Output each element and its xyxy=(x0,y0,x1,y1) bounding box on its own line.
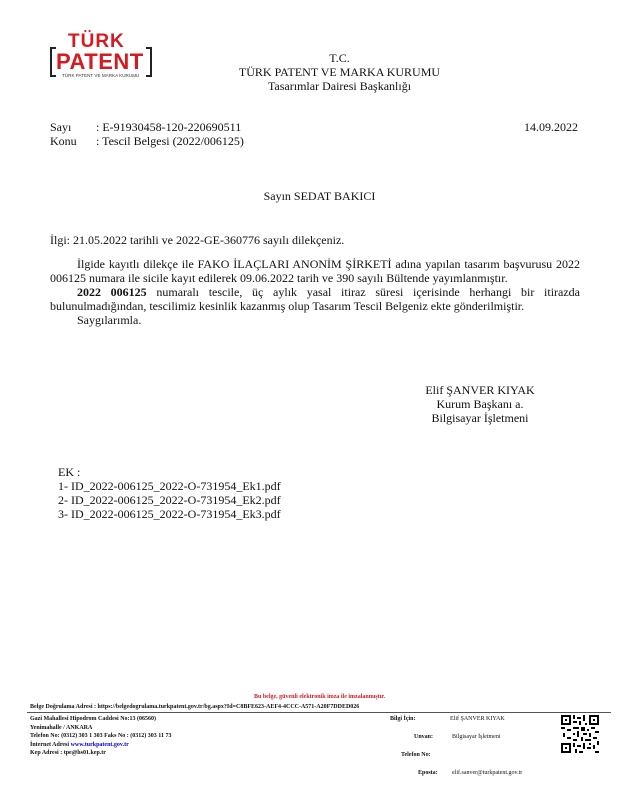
attachment-item: 2- ID_2022-006125_2022-O-731954_Ek2.pdf xyxy=(58,493,281,507)
closing: Saygılarımla. xyxy=(77,313,142,327)
header-institution: TÜRK PATENT VE MARKA KURUMU xyxy=(238,65,441,79)
header-department: Tasarımlar Dairesi Başkanlığı xyxy=(267,79,412,93)
qr-code xyxy=(561,715,599,753)
konu-label: Konu xyxy=(50,134,77,148)
verification-url[interactable]: Belge Doğrulama Adresi : https://belgedogrulama.turkpatent.gov.tr/bg.aspx?Id=C8BFE623-AEF4-4CCC-A571-A20F7DDED026 xyxy=(30,704,360,710)
document-meta xyxy=(50,120,244,148)
footer-address-1: Gazi Mahallesi Hipodrom Caddesi No:13 (06560) xyxy=(30,716,157,722)
eposta-label: Eposta: xyxy=(418,770,438,776)
attachments-label: EK : xyxy=(58,465,81,479)
reference-line: İlgi: 21.05.2022 tarihli ve 2022-GE-360776 sayılı dilekçeniz. xyxy=(50,233,345,247)
info-value: Elif ŞANVER KIYAK xyxy=(450,716,505,722)
body-paragraph-2-text: numaralı tescile, üç aylık yasal itiraz süresi içerisinde herhangi bir itirazda bulunulmadığından, tescilimiz kesinlik kazanmış olup Tasarım Tescil Belgeniz ekte gönderilmiştir. xyxy=(50,285,581,313)
signer-name: Elif ŞANVER KIYAK xyxy=(425,383,535,397)
header-tc: T.C. xyxy=(329,51,350,65)
footer-address-2: Yenimahalle / ANKARA xyxy=(30,724,93,731)
footer-phone: Telefon No: (0312) 303 1 303 Faks No : (0312) 303 11 73 xyxy=(30,733,172,739)
registration-number: 2022 006125 xyxy=(77,285,147,299)
esign-note: Bu belge, güvenli elektronik imza ile imzalanmıştır. xyxy=(254,694,385,700)
unvan-label: Unvan: xyxy=(414,734,434,740)
footer-kep: Kep Adresi : tpe@hs01.kep.tr xyxy=(30,750,106,756)
footer-divider xyxy=(27,712,611,713)
logo-tagline: TÜRK PATENT VE MARKA KURUMU xyxy=(62,73,140,78)
attachment-item: 3- ID_2022-006125_2022-O-731954_Ek3.pdf xyxy=(58,507,281,521)
logo-patent-text: PATENT xyxy=(56,49,144,74)
addressee: Sayın SEDAT BAKICI xyxy=(263,189,376,203)
sayi-label: Sayı xyxy=(50,120,72,134)
footer-contact xyxy=(30,715,290,758)
signature-block xyxy=(390,383,570,425)
body-paragraph-2 xyxy=(50,285,580,313)
sayi-row xyxy=(50,120,244,134)
info-label: Bilgi İçin: xyxy=(390,716,416,722)
sayi-value: : E-91930458-120-220690511 xyxy=(96,120,242,134)
konu-value: : Tescil Belgesi (2022/006125) xyxy=(96,134,244,148)
internet-link[interactable]: www.turkpatent.gov.tr xyxy=(70,741,129,748)
document-date: 14.09.2022 xyxy=(524,120,578,134)
unvan-value: Bilgisayar İşletmeni xyxy=(452,734,501,740)
signer-title: Kurum Başkanı a. xyxy=(436,397,524,411)
eposta-value: elif.sanver@turkpatent.gov.tr xyxy=(452,770,523,776)
body-paragraph-1: İlgide kayıtlı dilekçe ile FAKO İLAÇLARI ANONİM ŞİRKETİ adına yapılan tasarım başvurusu 2022 006125 numara ile sicile kayıt edilerek 09.06.2022 tarih ve 390 sayılı Bültende yayımlanmıştır. xyxy=(50,257,580,285)
letterhead xyxy=(0,51,639,93)
attachment-item: 1- ID_2022-006125_2022-O-731954_Ek1.pdf xyxy=(58,479,281,493)
tel-label: Telefon No: xyxy=(401,752,431,758)
footer-internet xyxy=(30,741,290,750)
internet-label: İnternet Adresi xyxy=(30,741,71,748)
signer-role: Bilgisayar İşletmeni xyxy=(431,411,529,425)
attachments xyxy=(58,465,281,521)
logo-turk-text: TÜRK xyxy=(68,31,125,52)
konu-row xyxy=(50,134,244,148)
